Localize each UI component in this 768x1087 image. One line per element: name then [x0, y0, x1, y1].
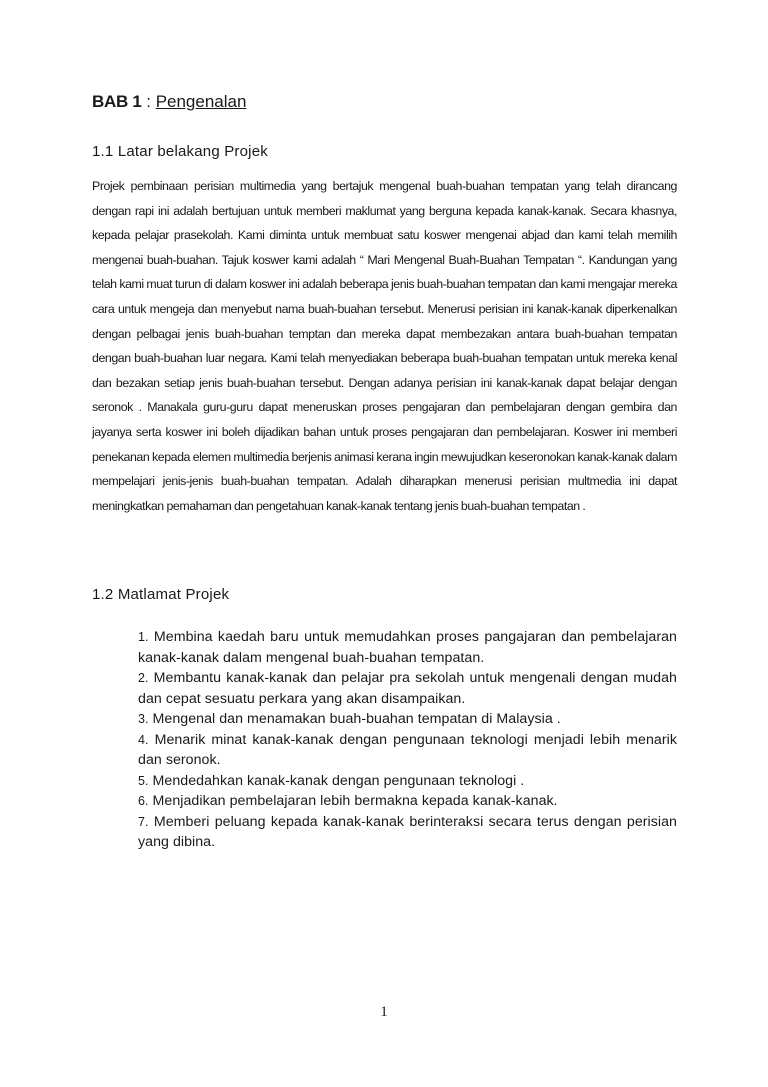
background-paragraph: Projek pembinaan perisian multimedia yang bertajuk mengenal buah-buahan tempatan yang telah dirancang dengan rapi ini adalah bertujuan untuk memberi maklumat yang berguna kepada kanak-kanak. Secara khasnya, kepada pelajar prasekolah. Kami diminta untuk membuat satu koswer mengenai abjad dan kami telah memilih mengenai buah-buahan. Tajuk koswer kami adalah “ Mari Mengenal Buah-Buahan Tempatan “. Kandungan yang telah kami muat turun di dalam koswer ini adalah beberapa jenis buah-buahan tempatan dan kami mengajar mereka cara untuk mengeja dan menyebut nama buah-buahan tersebut. Menerusi perisian ini kanak-kanak diperkenalkan dengan pelbagai jenis buah-buahan temptan dan mereka dapat membezakan antara buah-buahan tempatan dengan buah-buahan luar negara. Kami telah menyediakan beberapa buah-buahan tempatan untuk mereka kenal dan bezakan setiap jenis buah-buahan tersebut. Dengan adanya perisian ini kanak-kanak dapat belajar dengan seronok . Manakala guru-guru dapat meneruskan proses pengajaran dan pembelajaran dengan gembira dan jayanya serta koswer ini boleh dijadikan bahan untuk proses pengajaran dan pembelajaran. Koswer ini memberi penekanan kepada elemen multimedia berjenis animasi kerana ingin mewujudkan keseronokan kanak-kanak dalam mempelajari jenis-jenis buah-buahan tempatan. Adalah diharapkan menerusi perisian multmedia ini dapat meningkatkan pemahaman dan pengetahuan kanak-kanak tentang jenis buah-buahan tempatan .: [92, 179, 677, 513]
goal-item: [138, 668, 677, 709]
goal-number: 5.: [138, 773, 149, 788]
goal-text: Menarik minat kanak-kanak dengan pengunaan teknologi menjadi lebih menarik dan seronok.: [138, 731, 677, 768]
goal-number: 7.: [138, 814, 149, 829]
goal-number: 2.: [138, 671, 149, 685]
goals-list: [138, 627, 677, 853]
goal-number: 3.: [138, 712, 149, 726]
goal-text: Membina kaedah baru untuk memudahkan proses pangajaran dan pembelajaran kanak-kanak dalam mengenal buah-buahan tempatan.: [138, 629, 677, 666]
section-heading-latar-belakang: 1.1 Latar belakang Projek: [92, 143, 268, 160]
goal-text: Membantu kanak-kanak dan pelajar pra sekolah untuk mengenali dengan mudah dan cepat sesuatu perkara yang akan disampaikan.: [138, 670, 677, 707]
goal-item: [138, 730, 677, 771]
goal-number: 4.: [138, 732, 149, 747]
chapter-label: BAB 1: [92, 92, 142, 111]
goal-item: [138, 812, 677, 853]
chapter-title: Pengenalan: [155, 92, 247, 111]
goal-item: [138, 771, 677, 792]
goal-item: [138, 709, 677, 730]
section-heading-matlamat: 1.2 Matlamat Projek: [92, 586, 230, 603]
goal-text: Menjadikan pembelajaran lebih bermakna kepada kanak-kanak.: [152, 793, 558, 809]
chapter-separator: :: [141, 92, 156, 111]
goal-text: Memberi peluang kepada kanak-kanak berinteraksi secara terus dengan perisian yang dibina.: [138, 813, 677, 850]
goal-item: [138, 627, 677, 668]
goal-number: 6.: [138, 794, 149, 808]
goal-text: Mengenal dan menamakan buah-buahan tempatan di Malaysia .: [152, 711, 561, 727]
goal-number: 1.: [138, 630, 149, 644]
goal-item: [138, 791, 677, 812]
chapter-heading: [92, 92, 246, 112]
page-number: 1: [380, 1004, 388, 1020]
goal-text: Mendedahkan kanak-kanak dengan pengunaan teknologi .: [152, 772, 525, 789]
